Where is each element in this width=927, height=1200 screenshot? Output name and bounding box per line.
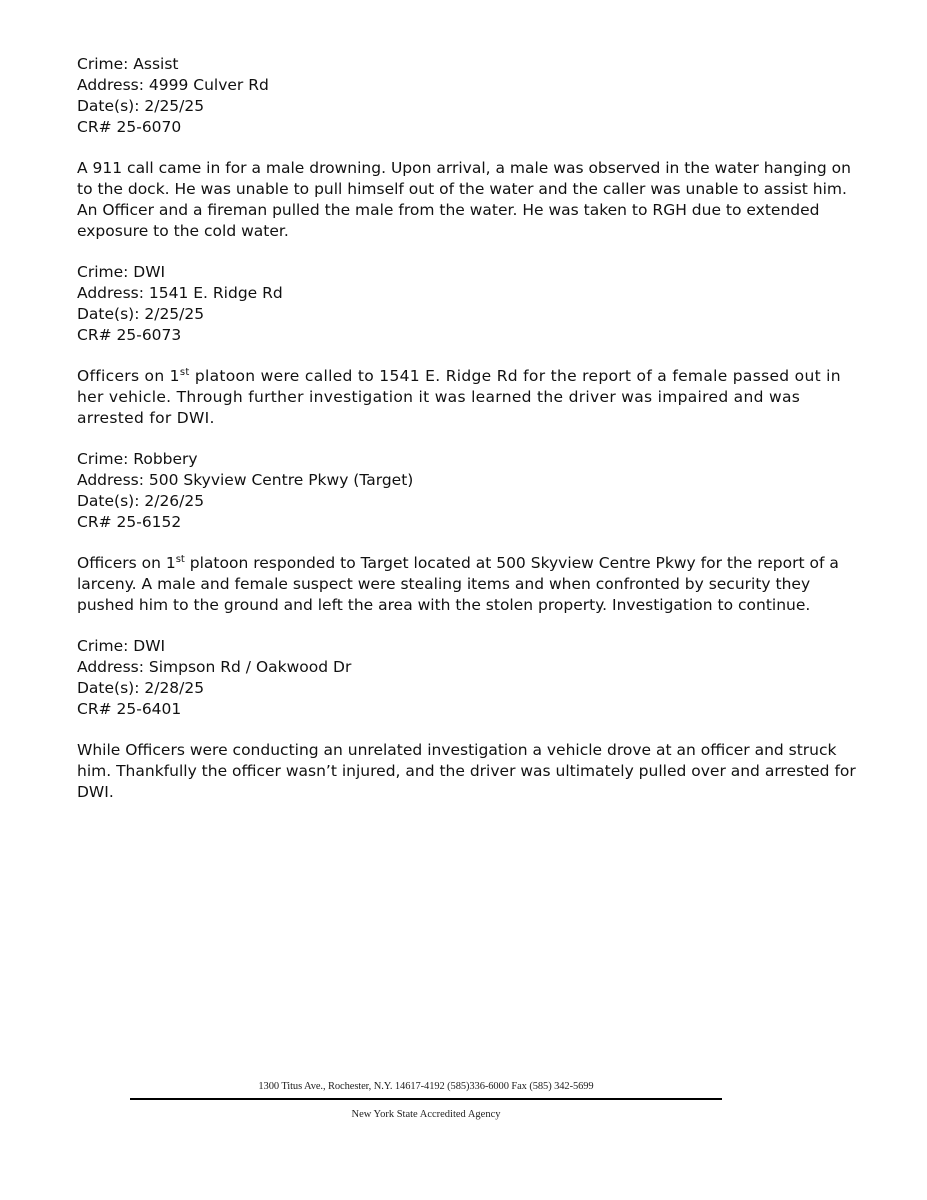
case-number: CR# 25-6152 (77, 513, 182, 531)
incident-entry-dwi-simpson (77, 636, 857, 720)
narrative-text-start: Officers on 1 (77, 367, 180, 385)
case-number: CR# 25-6070 (77, 118, 182, 136)
ordinal-suffix: st (179, 366, 190, 378)
incident-dates: Date(s): 2/25/25 (77, 305, 205, 323)
page-footer (130, 1080, 722, 1122)
incident-entry-dwi-ridge (77, 262, 857, 346)
crime-type: Crime: Assist (77, 55, 179, 73)
narrative-text-end: platoon responded to Target located at 500 Skyview Centre Pkwy for the report of a larceny. A male and female suspect were stealing items and when confronted by security they pushed him to the ground and left the area with the stolen property. Investigation to continue. (77, 554, 839, 614)
footer-divider (130, 1098, 722, 1100)
incident-dates: Date(s): 2/28/25 (77, 679, 205, 697)
incident-dates: Date(s): 2/26/25 (77, 492, 205, 510)
crime-type: Crime: DWI (77, 263, 166, 281)
incident-address: Address: 1541 E. Ridge Rd (77, 284, 283, 302)
case-number: CR# 25-6401 (77, 700, 182, 718)
footer-accreditation: New York State Accredited Agency (351, 1109, 501, 1120)
narrative-text-start: Officers on 1 (77, 554, 176, 572)
narrative-text-end: platoon were called to 1541 E. Ridge Rd for the report of a female passed out in her vehicle. Through further investigation it was learned the driver was impaired and was arrested for DWI. (77, 367, 841, 427)
crime-type: Crime: Robbery (77, 450, 198, 468)
incident-entry-assist (77, 54, 857, 138)
incident-dates: Date(s): 2/25/25 (77, 97, 205, 115)
document-body (77, 54, 857, 823)
incident-narrative: A 911 call came in for a male drowning. Upon arrival, a male was observed in the water hanging on to the dock. He was unable to pull himself out of the water and the caller was unable to assist him. An Officer and a fireman pulled the male from the water. He was taken to RGH due to extended exposure to the cold water. (77, 159, 851, 240)
incident-narrative (77, 553, 857, 616)
incident-address: Address: Simpson Rd / Oakwood Dr (77, 658, 352, 676)
incident-narrative (77, 366, 857, 429)
incident-entry-robbery (77, 449, 857, 533)
incident-address: Address: 4999 Culver Rd (77, 76, 269, 94)
case-number: CR# 25-6073 (77, 326, 182, 344)
ordinal-suffix: st (175, 553, 185, 565)
incident-narrative: While Officers were conducting an unrelated investigation a vehicle drove at an officer and struck him. Thankfully the officer wasn’t injured, and the driver was ultimately pulled over and arrested for DWI. (77, 741, 856, 801)
footer-address: 1300 Titus Ave., Rochester, N.Y. 14617-4192 (585)336-6000 Fax (585) 342-5699 (258, 1081, 594, 1092)
incident-address: Address: 500 Skyview Centre Pkwy (Target) (77, 471, 414, 489)
crime-type: Crime: DWI (77, 637, 166, 655)
